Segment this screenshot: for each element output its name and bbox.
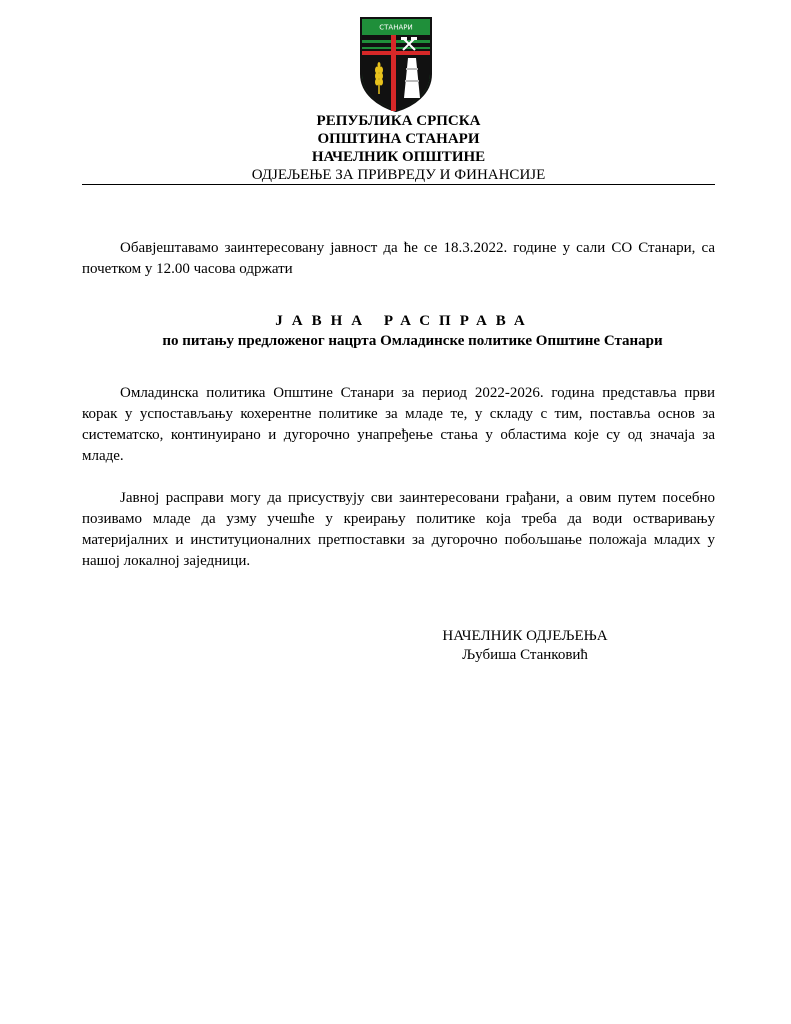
intro-paragraph: Обавјештавамо заинтересовану јавност да ће се 18.3.2022. године у сали СО Станари, са почетком у 12.00 часова одржати (82, 240, 715, 277)
announcement-heading (82, 311, 715, 351)
crest-label: СТАНАРИ (379, 23, 413, 32)
header-divider (82, 184, 715, 185)
department-name: ОДЈЕЉЕЊЕ ЗА ПРИВРЕДУ И ФИНАНСИЈЕ (251, 167, 546, 183)
letterhead (82, 112, 715, 184)
invitation-paragraph: Јавној расправи могу да присуствују сви заинтересовани грађани, а овим путем посебно позивамо младе да узму учешће у креирању политике која треба да води остваривању материјалних и институционалних претпоставки за дугорочно побољшање положаја младих у нашој локалној заједници. (82, 490, 715, 569)
announcement-title: ЈАВНА РАСПРАВА (275, 313, 534, 329)
municipality-crest-logo (359, 16, 433, 112)
municipality-name: ОПШТИНА СТАНАРИ (317, 131, 480, 147)
republic-name: РЕПУБЛИКА СРПСКА (316, 113, 481, 129)
signature-title: НАЧЕЛНИК ОДЈЕЉЕЊА (442, 628, 608, 644)
policy-paragraph: Омладинска политика Општине Станари за период 2022-2026. година представља први корак у успостављању кохерентне политике за младе те, у складу с тим, поставља основ за систематско, континуирано и дугорочно унапређење стања у областима које су од значаја за младе. (82, 385, 715, 464)
crest-red-vertical (391, 35, 396, 111)
signature-name: Љубиша Станковић (462, 647, 588, 663)
office-name: НАЧЕЛНИК ОПШТИНЕ (311, 149, 486, 165)
signature-block (420, 627, 630, 665)
announcement-subtitle: по питању предложеног нацрта Омладинске политике Општине Станари (162, 333, 663, 349)
